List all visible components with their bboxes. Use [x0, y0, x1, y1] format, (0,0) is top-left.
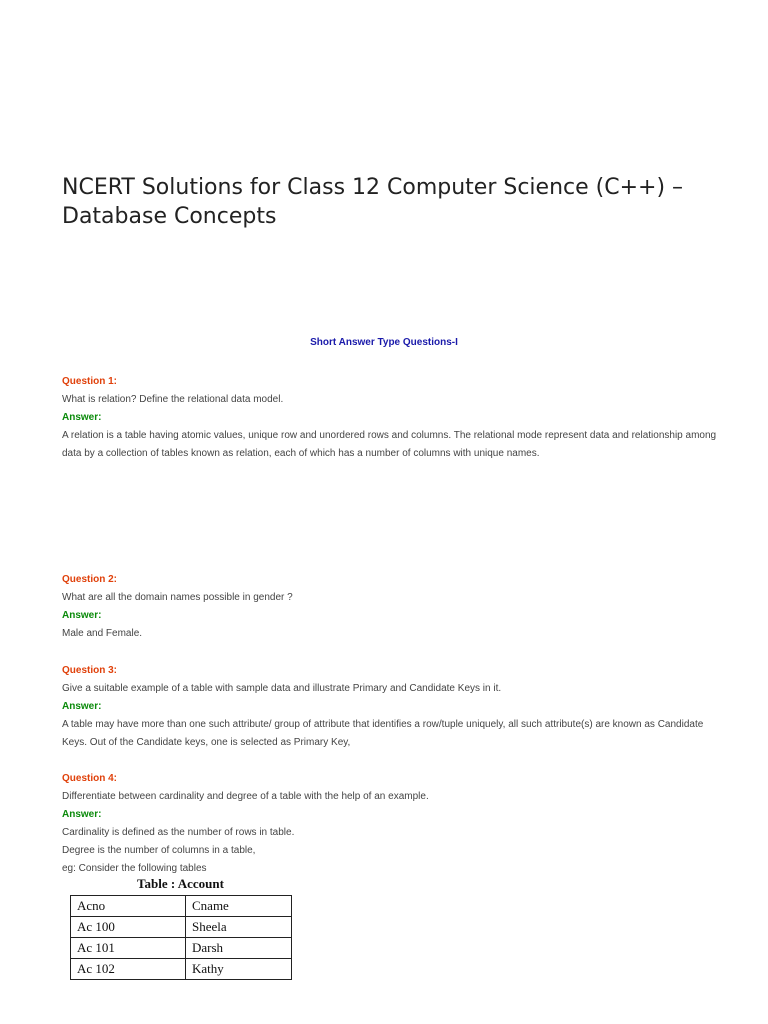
answer-text: A relation is a table having atomic values, unique row and unordered rows and columns. The relational mode represent data and relationship among data by a collection of tables known as relation, each of which has a number of columns with unique names.	[62, 430, 717, 459]
qa-block-4	[62, 770, 722, 878]
question-text: Give a suitable example of a table with sample data and illustrate Primary and Candidate Keys in it.	[62, 683, 502, 694]
section-heading: Short Answer Type Questions-I	[310, 337, 458, 348]
table-caption: Table : Account	[137, 876, 224, 891]
answer-label: Answer:	[62, 701, 102, 712]
table-cell: Ac 101	[71, 938, 186, 959]
question-label: Question 4:	[62, 773, 118, 784]
question-label: Question 2:	[62, 574, 118, 585]
answer-text-line-1: Cardinality is defined as the number of rows in table.	[62, 827, 295, 838]
qa-block-1	[62, 373, 722, 463]
question-text: What are all the domain names possible in gender ?	[62, 592, 293, 603]
answer-label: Answer:	[62, 412, 102, 423]
question-text: What is relation? Define the relational data model.	[62, 394, 284, 405]
table-cell: Sheela	[186, 917, 292, 938]
table-cell: Kathy	[186, 959, 292, 980]
qa-block-3	[62, 662, 722, 752]
question-label: Question 1:	[62, 376, 118, 387]
answer-label: Answer:	[62, 809, 102, 820]
table-row	[71, 917, 292, 938]
answer-label: Answer:	[62, 610, 102, 621]
answer-text: Male and Female.	[62, 628, 143, 639]
account-table	[70, 895, 292, 980]
table-header-cell: Cname	[186, 896, 292, 917]
answer-text: A table may have more than one such attribute/ group of attribute that identifies a row/tuple uniquely, all such attribute(s) are known as Candidate Keys. Out of the Candidate keys, one is selected as Primary Key,	[62, 719, 704, 748]
question-label: Question 3:	[62, 665, 118, 676]
table-row	[71, 959, 292, 980]
page-title: NCERT Solutions for Class 12 Computer Science (C++) – Database Concepts	[62, 175, 684, 229]
table-cell: Ac 102	[71, 959, 186, 980]
table-header-row	[71, 896, 292, 917]
qa-block-2	[62, 571, 722, 643]
table-header-cell: Acno	[71, 896, 186, 917]
table-row	[71, 938, 292, 959]
answer-text-line-2: Degree is the number of columns in a table,	[62, 845, 256, 856]
table-cell: Ac 100	[71, 917, 186, 938]
table-cell: Darsh	[186, 938, 292, 959]
answer-text-line-3: eg: Consider the following tables	[62, 863, 207, 874]
question-text: Differentiate between cardinality and degree of a table with the help of an example.	[62, 791, 429, 802]
